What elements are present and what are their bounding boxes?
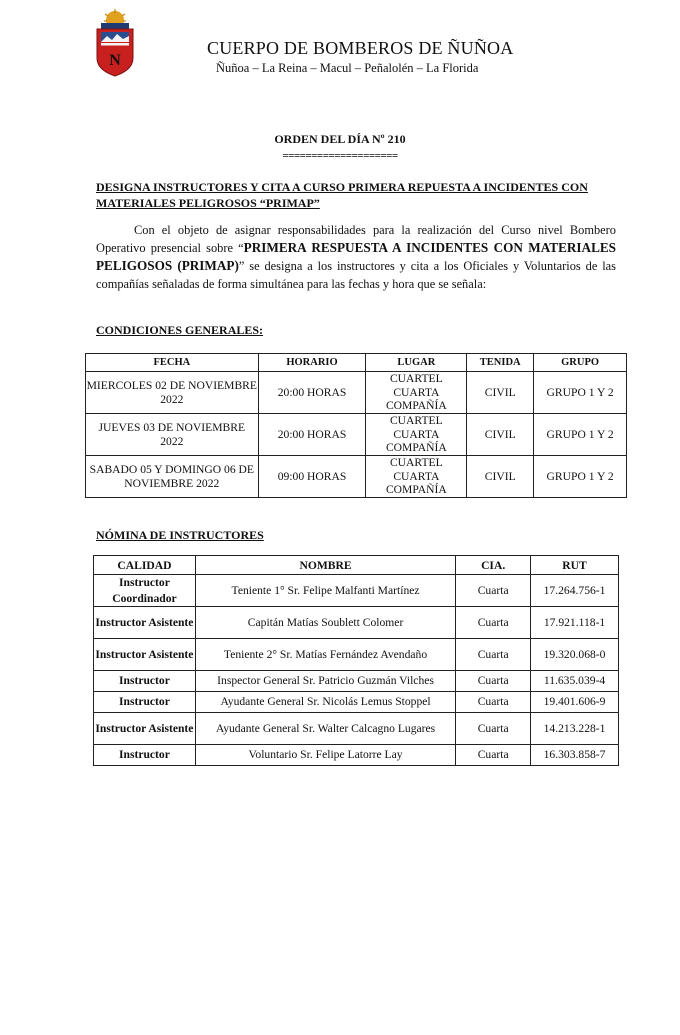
company-cell: Cuarta: [456, 713, 531, 745]
organization-title: CUERPO DE BOMBEROS DE ÑUÑOA: [207, 38, 514, 58]
attire-cell: CIVIL: [467, 456, 534, 498]
table-row: [94, 671, 619, 692]
rut-cell: 14.213.228-1: [531, 713, 619, 745]
column-header: TENIDA: [467, 354, 534, 372]
table-row: [86, 456, 627, 498]
instructors-header-row: [94, 556, 619, 575]
intro-paragraph: [96, 222, 616, 293]
role-cell: Instructor Asistente: [94, 607, 196, 639]
logo-letter: N: [109, 52, 121, 69]
instructors-label: NÓMINA DE INSTRUCTORES: [96, 528, 264, 542]
place-cell: CUARTEL CUARTA COMPAÑÍA: [366, 456, 467, 498]
company-cell: Cuarta: [456, 575, 531, 607]
company-cell: Cuarta: [456, 745, 531, 766]
role-cell: Instructor Asistente: [94, 639, 196, 671]
instructors-table: [93, 555, 619, 766]
table-row: [86, 372, 627, 414]
time-cell: 20:00 HORAS: [258, 372, 366, 414]
table-row: [94, 745, 619, 766]
rut-cell: 17.264.756-1: [531, 575, 619, 607]
column-header: HORARIO: [258, 354, 366, 372]
name-cell: Teniente 1° Sr. Felipe Malfanti Martínez: [195, 575, 455, 607]
time-cell: 20:00 HORAS: [258, 414, 366, 456]
role-cell: Instructor: [94, 692, 196, 713]
conditions-table: [85, 353, 627, 498]
group-cell: GRUPO 1 Y 2: [534, 414, 627, 456]
column-header: NOMBRE: [195, 556, 455, 575]
role-cell: Instructor Coordinador: [94, 575, 196, 607]
rut-cell: 17.921.118-1: [531, 607, 619, 639]
rut-cell: 16.303.858-7: [531, 745, 619, 766]
attire-cell: CIVIL: [467, 414, 534, 456]
company-cell: Cuarta: [456, 607, 531, 639]
column-header: FECHA: [86, 354, 259, 372]
table-row: [94, 607, 619, 639]
name-cell: Inspector General Sr. Patricio Guzmán Vilches: [195, 671, 455, 692]
fire-department-emblem-icon: [93, 8, 137, 78]
table-row: [94, 713, 619, 745]
name-cell: Voluntario Sr. Felipe Latorre Lay: [195, 745, 455, 766]
conditions-header-row: [86, 354, 627, 372]
name-cell: Ayudante General Sr. Nicolás Lemus Stoppel: [195, 692, 455, 713]
company-cell: Cuarta: [456, 671, 531, 692]
column-header: CALIDAD: [94, 556, 196, 575]
group-cell: GRUPO 1 Y 2: [534, 456, 627, 498]
document-heading: DESIGNA INSTRUCTORES Y CITA A CURSO PRIMERA REPUESTA A INCIDENTES CON MATERIALES PELIGROSOS “PRIMAP”: [96, 180, 588, 210]
conditions-label: CONDICIONES GENERALES:: [96, 323, 264, 337]
paragraph-part-2: ” se designa a los instructores y cita a los Oficiales y Voluntarios de las compañías señaladas de forma simultánea para las fechas y hora que se señala:: [96, 259, 616, 291]
rut-cell: 19.401.606-9: [531, 692, 619, 713]
column-header: LUGAR: [366, 354, 467, 372]
course-name: PRIMERA RESPUESTA A INCIDENTES CON MATERIALES PELIGOSOS (PRIMAP): [96, 240, 616, 274]
role-cell: Instructor Asistente: [94, 713, 196, 745]
column-header: GRUPO: [534, 354, 627, 372]
role-cell: Instructor: [94, 745, 196, 766]
attire-cell: CIVIL: [467, 372, 534, 414]
table-row: [86, 414, 627, 456]
role-cell: Instructor: [94, 671, 196, 692]
order-title: ORDEN DEL DÍA Nº 210: [274, 132, 406, 146]
column-header: CIA.: [456, 556, 531, 575]
rut-cell: 19.320.068-0: [531, 639, 619, 671]
organization-subtitle: Ñuñoa – La Reina – Macul – Peñalolén – La Florida: [216, 61, 479, 75]
place-cell: CUARTEL CUARTA COMPAÑÍA: [366, 372, 467, 414]
date-cell: SABADO 05 Y DOMINGO 06 DE NOVIEMBRE 2022: [86, 456, 259, 498]
column-header: RUT: [531, 556, 619, 575]
order-title-rule: ====================: [282, 150, 398, 162]
time-cell: 09:00 HORAS: [258, 456, 366, 498]
name-cell: Capitán Matías Soublett Colomer: [195, 607, 455, 639]
table-row: [94, 575, 619, 607]
rut-cell: 11.635.039-4: [531, 671, 619, 692]
table-row: [94, 639, 619, 671]
place-cell: CUARTEL CUARTA COMPAÑÍA: [366, 414, 467, 456]
name-cell: Ayudante General Sr. Walter Calcagno Lugares: [195, 713, 455, 745]
name-cell: Teniente 2° Sr. Matías Fernández Avendaño: [195, 639, 455, 671]
group-cell: GRUPO 1 Y 2: [534, 372, 627, 414]
company-cell: Cuarta: [456, 639, 531, 671]
company-cell: Cuarta: [456, 692, 531, 713]
date-cell: JUEVES 03 DE NOVIEMBRE 2022: [86, 414, 259, 456]
paragraph-part-1: Con el objeto de asignar responsabilidades para la realización del Curso nivel Bombero Operativo presencial sobre “: [96, 223, 616, 256]
date-cell: MIERCOLES 02 DE NOVIEMBRE 2022: [86, 372, 259, 414]
table-row: [94, 692, 619, 713]
